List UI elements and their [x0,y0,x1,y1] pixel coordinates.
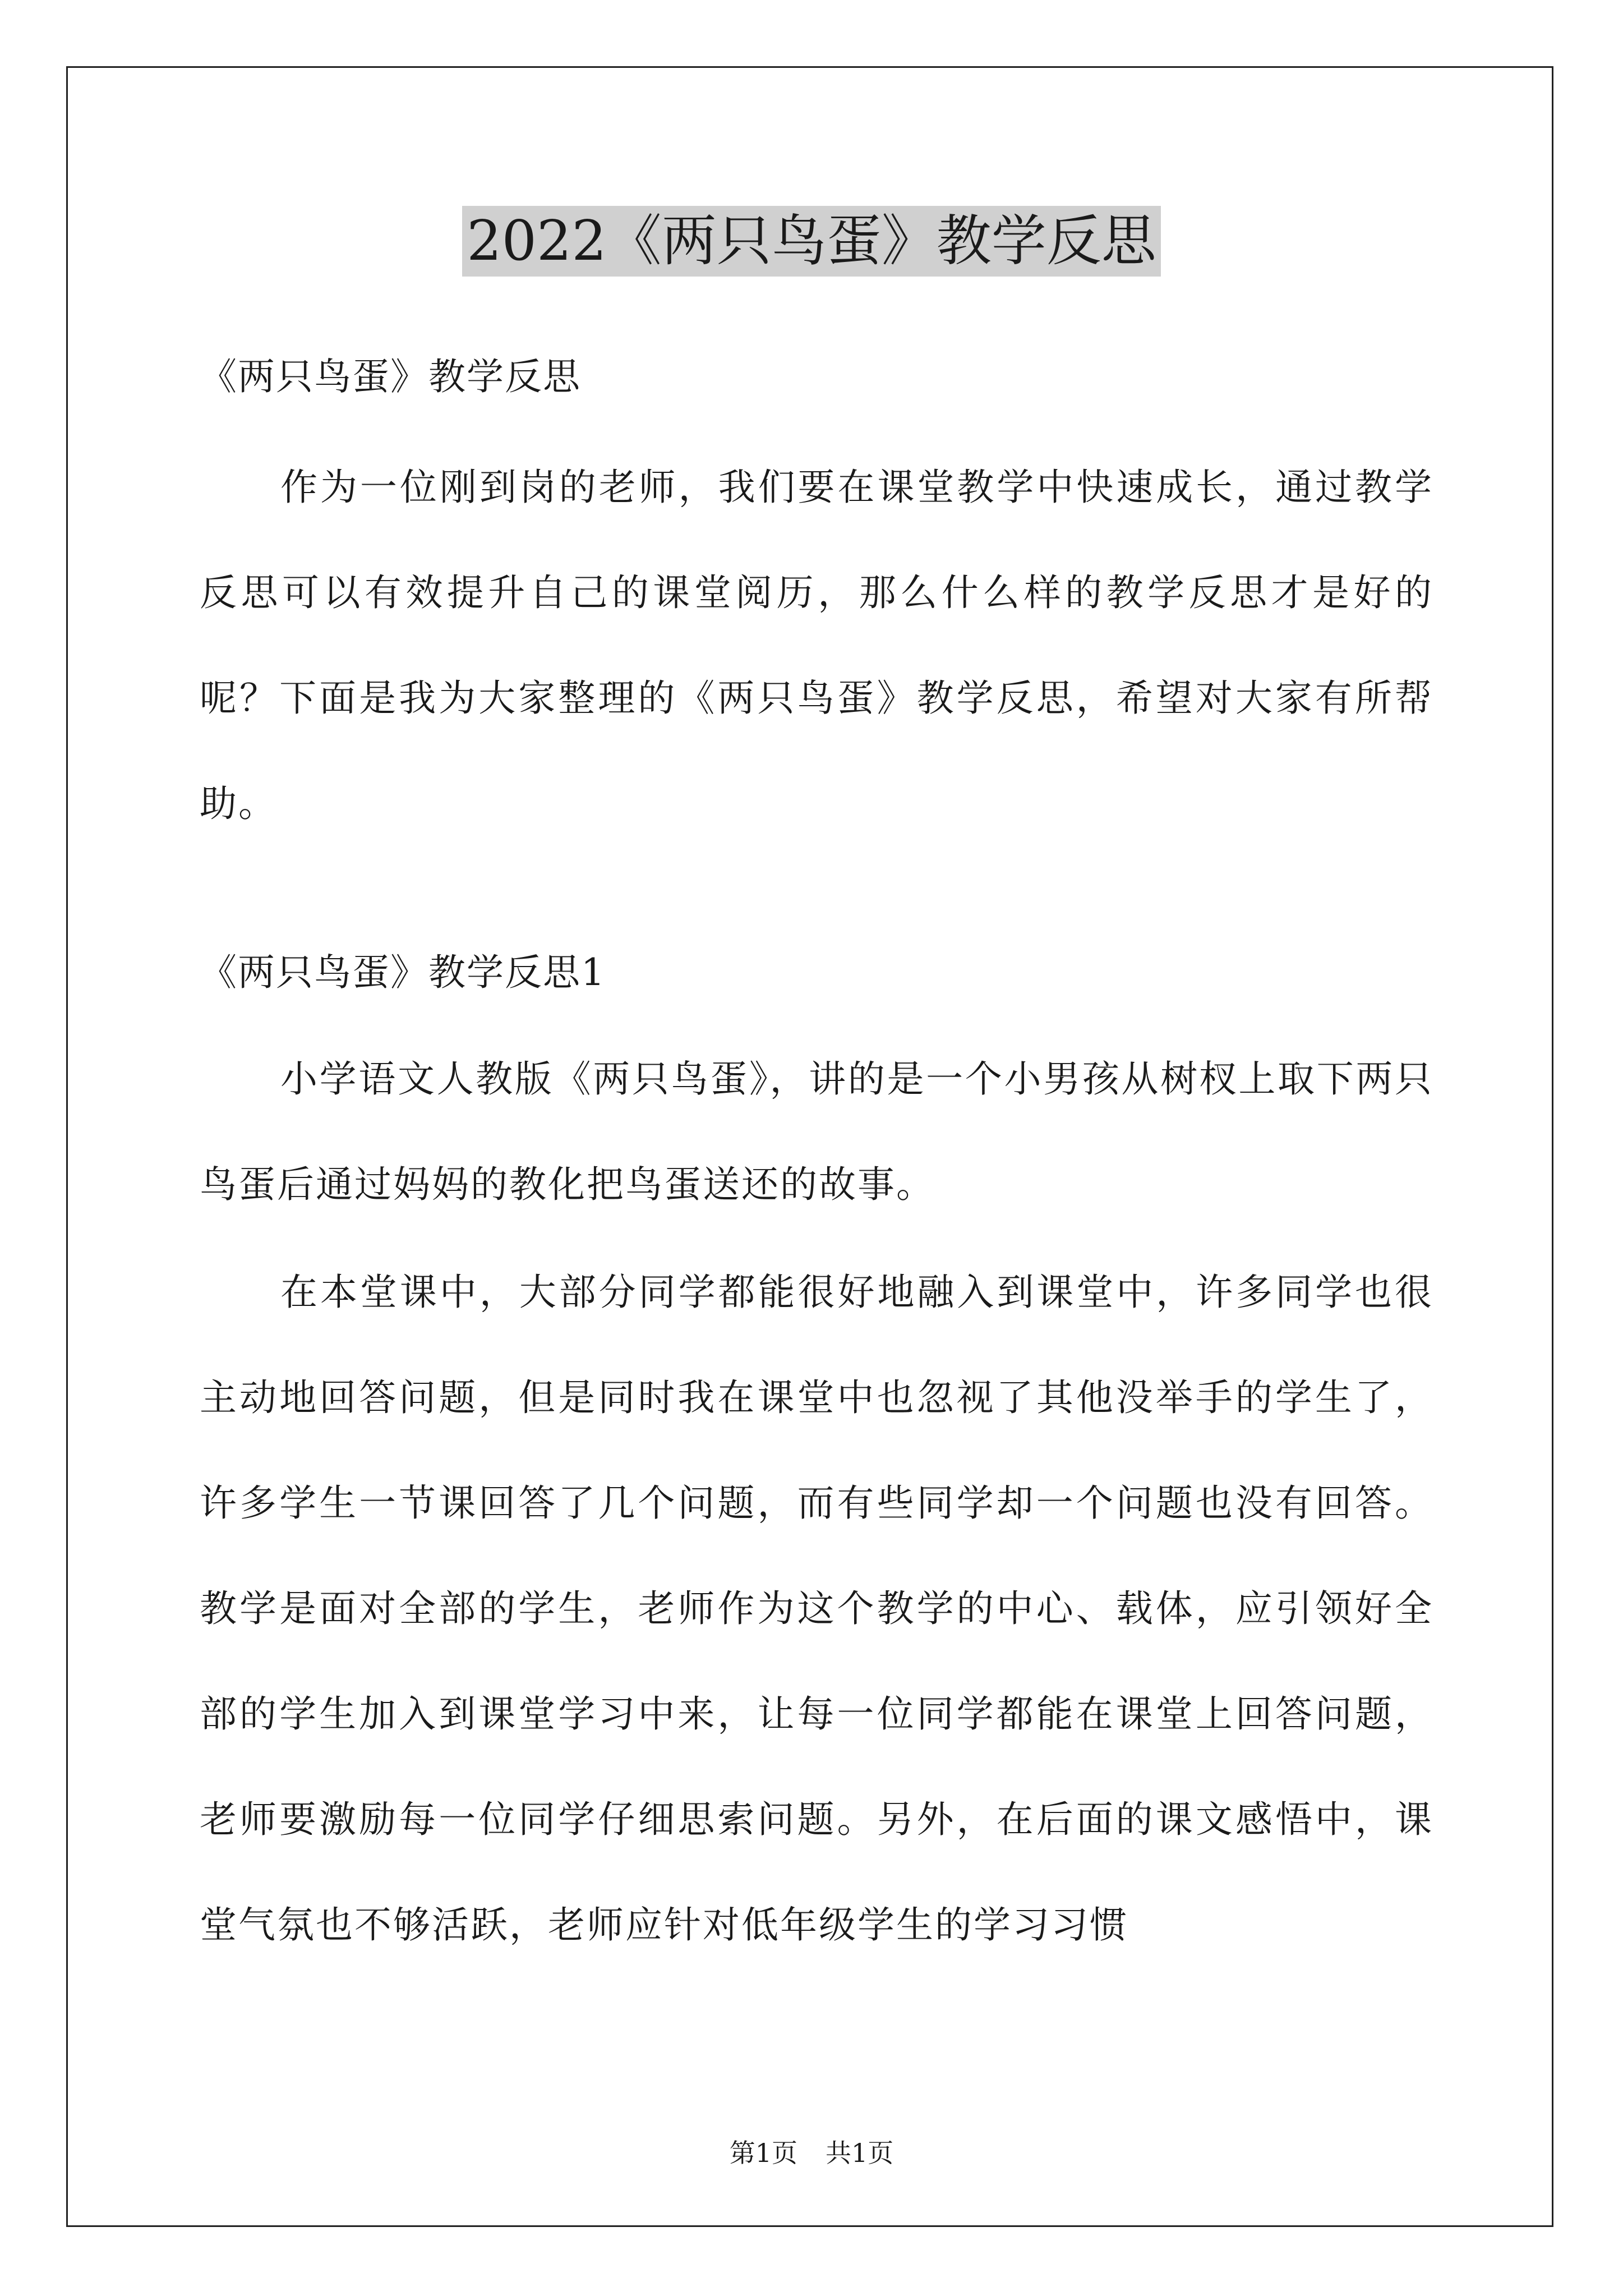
document-title-text: 2022《两只鸟蛋》教学反思 [462,206,1160,277]
section-1-heading: 《两只鸟蛋》教学反思1 [200,951,606,994]
intro-paragraph: 作为一位刚到岗的老师，我们要在课堂教学中快速成长，通过教学反思可以有效提升自己的课堂阅历，那么什么样的教学反思才是好的呢？下面是我为大家整理的《两只鸟蛋》教学反思，希望对大家有所帮助。 [200,466,1433,825]
section-1-paragraph-1: 小学语文人教版《两只鸟蛋》，讲的是一个小男孩从树杈上取下两只鸟蛋后通过妈妈的教化把鸟蛋送还的故事。 [200,1057,1433,1206]
document-title [0,205,1623,278]
footer-page-total: 共1页 [826,2138,894,2168]
subtitle: 《两只鸟蛋》教学反思 [200,355,581,398]
section-1-paragraph-2: 在本堂课中，大部分同学都能很好地融入到课堂中，许多同学也很主动地回答问题，但是同时我在课堂中也忽视了其他没举手的学生了，许多学生一节课回答了几个问题，而有些同学却一个问题也没有回答。教学是面对全部的学生，老师作为这个教学的中心、载体，应引领好全部的学生加入到课堂学习中来，让每一位同学都能在课堂上回答问题，老师要激励每一位同学仔细思索问题。另外，在后面的课文感悟中，课堂气氛也不够活跃，老师应针对低年级学生的学习习惯 [200,1271,1433,1947]
footer-page-current: 第1页 [729,2138,797,2168]
page-footer [0,2136,1623,2170]
